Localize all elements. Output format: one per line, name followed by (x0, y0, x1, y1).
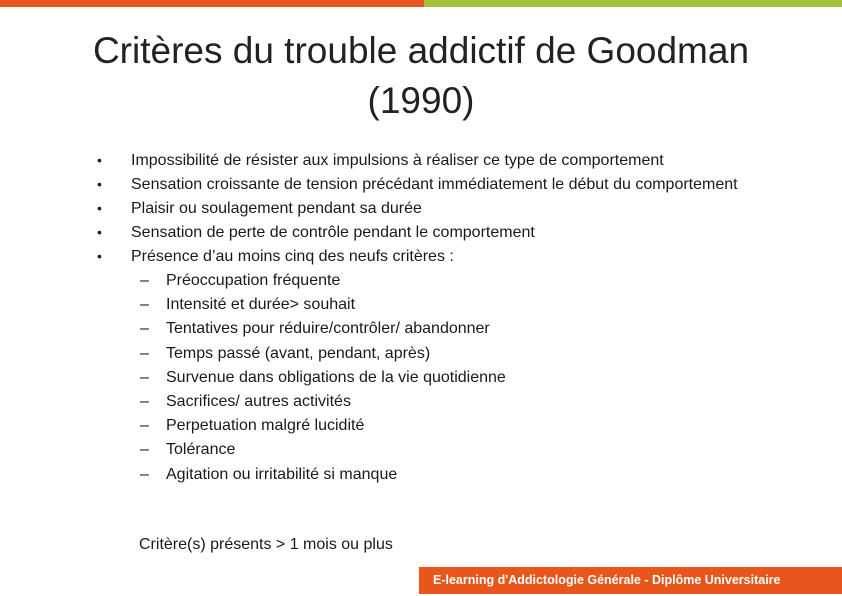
dash-icon: – (140, 296, 149, 314)
dash-icon: – (140, 465, 149, 483)
sub-criteria-text: Sacrifices/ autres activités (166, 392, 351, 410)
criteria-item-text: Impossibilité de résister aux impulsions à réaliser ce type de comportement (131, 152, 664, 169)
criteria-item-text: Plaisir ou soulagement pendant sa durée (131, 200, 422, 217)
sub-criteria-item (0, 294, 842, 315)
bullet-icon: • (97, 200, 102, 216)
sub-criteria-item (0, 343, 842, 364)
sub-criteria-text: Intensité et durée> souhait (166, 296, 356, 314)
duration-footnote: Critère(s) présents > 1 mois ou plus (139, 536, 393, 553)
top-accent-bar (0, 0, 842, 7)
criteria-list (0, 150, 842, 267)
sub-criteria-item (0, 415, 842, 436)
bullet-icon: • (97, 152, 102, 168)
sub-criteria-text: Préoccupation fréquente (166, 272, 341, 289)
sub-criteria-text: Temps passé (avant, pendant, après) (166, 344, 431, 362)
sub-criteria-text: Tentatives pour réduire/contrôler/ abandonner (166, 320, 490, 338)
sub-criteria-text: Tolérance (166, 441, 236, 459)
slide-content (0, 150, 842, 488)
criteria-item (0, 150, 751, 171)
sub-criteria-item (0, 367, 842, 388)
sub-criteria-item (0, 270, 842, 291)
dash-icon: – (140, 272, 149, 289)
sub-criteria-item (0, 391, 842, 412)
dash-icon: – (140, 417, 149, 435)
bullet-icon: • (97, 224, 102, 240)
sub-criteria-text: Survenue dans obligations de la vie quotidienne (166, 368, 506, 386)
criteria-item (0, 174, 751, 195)
sub-criteria-list (0, 270, 842, 485)
criteria-item (0, 246, 751, 267)
criteria-item (0, 222, 751, 243)
criteria-item-text: Présence d’au moins cinq des neufs critères : (131, 248, 454, 265)
dash-icon: – (140, 368, 149, 386)
footer-banner: E-learning d'Addictologie Générale - Diplôme Universitaire (419, 567, 842, 594)
criteria-item (0, 198, 751, 219)
criteria-item-text: Sensation de perte de contrôle pendant le comportement (131, 224, 535, 241)
bullet-icon: • (97, 176, 102, 192)
sub-criteria-item (0, 464, 842, 485)
sub-criteria-text: Agitation ou irritabilité si manque (166, 465, 398, 483)
top-bar-green-segment (424, 0, 842, 7)
dash-icon: – (140, 320, 149, 338)
slide-title: Critères du trouble addictif de Goodman (1990) (92, 30, 750, 121)
dash-icon: – (140, 344, 149, 362)
sub-criteria-item (0, 318, 842, 339)
top-bar-orange-segment (0, 0, 424, 7)
dash-icon: – (140, 392, 149, 410)
sub-criteria-text: Perpetuation malgré lucidité (166, 417, 365, 435)
criteria-item-text: Sensation croissante de tension précédant immédiatement le début du comportement (131, 176, 738, 193)
dash-icon: – (140, 441, 149, 459)
bullet-icon: • (97, 248, 102, 264)
sub-criteria-item (0, 439, 842, 460)
